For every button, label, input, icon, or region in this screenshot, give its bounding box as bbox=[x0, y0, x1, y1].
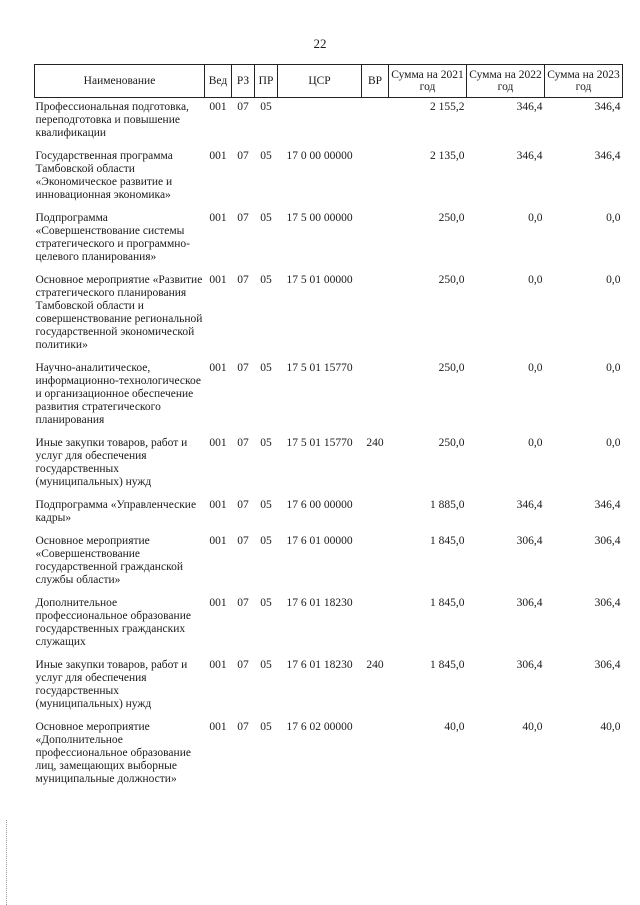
cell-vr bbox=[362, 271, 389, 359]
cell-vr bbox=[362, 147, 389, 209]
cell-name: Иные закупки товаров, работ и услуг для обеспечения государственных (муниципальных) нужд bbox=[35, 437, 188, 488]
cell-csr: 17 6 02 00000 bbox=[286, 721, 353, 733]
cell-vr bbox=[362, 532, 389, 594]
header-sum-2022: Сумма на 2022 год bbox=[467, 65, 545, 98]
cell-sum2022: 0,0 bbox=[528, 362, 543, 374]
cell-sum2021: 2 155,2 bbox=[430, 101, 465, 113]
cell-rz: 07 bbox=[237, 212, 249, 224]
cell-ved: 001 bbox=[209, 597, 227, 609]
cell-rz: 07 bbox=[237, 721, 249, 733]
cell-sum2021: 250,0 bbox=[438, 362, 465, 374]
header-csr: ЦСР bbox=[278, 65, 362, 98]
cell-vr bbox=[362, 594, 389, 656]
cell-ved: 001 bbox=[209, 659, 227, 671]
table-row bbox=[35, 594, 623, 656]
cell-pr: 05 bbox=[260, 499, 272, 511]
header-name: Наименование bbox=[35, 65, 205, 98]
cell-sum2023: 306,4 bbox=[594, 535, 621, 547]
cell-sum2022: 40,0 bbox=[522, 721, 543, 733]
cell-sum2022: 306,4 bbox=[516, 597, 543, 609]
cell-ved: 001 bbox=[209, 721, 227, 733]
cell-sum2022: 0,0 bbox=[528, 437, 543, 449]
cell-ved: 001 bbox=[209, 101, 227, 113]
cell-pr: 05 bbox=[260, 659, 272, 671]
cell-name: Государственная программа Тамбовской области «Экономическое развитие и инновационная экономика» bbox=[35, 150, 173, 201]
cell-vr: 240 bbox=[366, 659, 384, 671]
cell-sum2023: 346,4 bbox=[594, 101, 621, 113]
cell-sum2021: 40,0 bbox=[444, 721, 465, 733]
scan-edge-mark bbox=[6, 820, 8, 905]
cell-csr: 17 5 01 00000 bbox=[286, 274, 353, 286]
budget-table bbox=[34, 64, 623, 793]
table-row bbox=[35, 532, 623, 594]
cell-sum2021: 250,0 bbox=[438, 212, 465, 224]
cell-name: Подпрограмма «Совершенствование системы стратегического и программно-целевого планирования» bbox=[35, 212, 190, 263]
table-row bbox=[35, 434, 623, 496]
cell-vr bbox=[362, 209, 389, 271]
cell-ved: 001 bbox=[209, 437, 227, 449]
cell-rz: 07 bbox=[237, 101, 249, 113]
cell-ved: 001 bbox=[209, 362, 227, 374]
cell-csr: 17 5 01 15770 bbox=[286, 362, 353, 374]
header-sum-2021: Сумма на 2021 год bbox=[389, 65, 467, 98]
header-rz: РЗ bbox=[232, 65, 255, 98]
table-row bbox=[35, 98, 623, 148]
cell-rz: 07 bbox=[237, 274, 249, 286]
cell-name: Подпрограмма «Управленческие кадры» bbox=[35, 499, 197, 524]
cell-sum2022: 346,4 bbox=[516, 150, 543, 162]
cell-sum2022: 0,0 bbox=[528, 212, 543, 224]
cell-csr: 17 6 01 18230 bbox=[286, 597, 353, 609]
cell-rz: 07 bbox=[237, 659, 249, 671]
cell-rz: 07 bbox=[237, 362, 249, 374]
cell-ved: 001 bbox=[209, 499, 227, 511]
cell-sum2021: 1 845,0 bbox=[430, 535, 465, 547]
table-row bbox=[35, 359, 623, 434]
cell-pr: 05 bbox=[260, 362, 272, 374]
cell-sum2021: 1 845,0 bbox=[430, 597, 465, 609]
table-body bbox=[35, 98, 623, 794]
cell-sum2023: 346,4 bbox=[594, 499, 621, 511]
cell-csr: 17 5 01 15770 bbox=[286, 437, 353, 449]
cell-name: Иные закупки товаров, работ и услуг для обеспечения государственных (муниципальных) нужд bbox=[35, 659, 188, 710]
cell-sum2022: 0,0 bbox=[528, 274, 543, 286]
table-row bbox=[35, 209, 623, 271]
cell-pr: 05 bbox=[260, 150, 272, 162]
cell-sum2023: 40,0 bbox=[600, 721, 621, 733]
cell-sum2023: 0,0 bbox=[606, 274, 621, 286]
cell-sum2023: 0,0 bbox=[606, 362, 621, 374]
cell-sum2021: 250,0 bbox=[438, 274, 465, 286]
header-sum-2023: Сумма на 2023 год bbox=[545, 65, 623, 98]
table-header-row bbox=[35, 65, 623, 98]
cell-ved: 001 bbox=[209, 535, 227, 547]
header-ved: Вед bbox=[205, 65, 232, 98]
cell-csr: 17 0 00 00000 bbox=[286, 150, 353, 162]
cell-vr bbox=[362, 718, 389, 793]
cell-rz: 07 bbox=[237, 150, 249, 162]
cell-rz: 07 bbox=[237, 437, 249, 449]
cell-csr: 17 5 00 00000 bbox=[286, 212, 353, 224]
header-vr: ВР bbox=[362, 65, 389, 98]
cell-pr: 05 bbox=[260, 274, 272, 286]
cell-name: Научно-аналитическое, информационно-технологическое и организационное обеспечение развития стратегического планирования bbox=[35, 362, 201, 426]
cell-rz: 07 bbox=[237, 597, 249, 609]
cell-sum2021: 1 885,0 bbox=[430, 499, 465, 511]
cell-sum2023: 346,4 bbox=[594, 150, 621, 162]
table-row bbox=[35, 496, 623, 532]
cell-ved: 001 bbox=[209, 212, 227, 224]
table-row bbox=[35, 656, 623, 718]
table-row bbox=[35, 147, 623, 209]
cell-sum2022: 306,4 bbox=[516, 659, 543, 671]
cell-pr: 05 bbox=[260, 535, 272, 547]
cell-sum2023: 0,0 bbox=[606, 212, 621, 224]
cell-sum2022: 346,4 bbox=[516, 499, 543, 511]
cell-ved: 001 bbox=[209, 150, 227, 162]
cell-name: Основное мероприятие «Дополнительное профессиональное образование лиц, замещающих выборные муниципальные должности» bbox=[35, 721, 191, 785]
cell-sum2023: 306,4 bbox=[594, 597, 621, 609]
cell-sum2023: 306,4 bbox=[594, 659, 621, 671]
cell-name: Основное мероприятие «Совершенствование государственной гражданской службы области» bbox=[35, 535, 183, 586]
cell-sum2022: 346,4 bbox=[516, 101, 543, 113]
cell-pr: 05 bbox=[260, 721, 272, 733]
header-pr: ПР bbox=[255, 65, 278, 98]
cell-csr: 17 6 01 18230 bbox=[286, 659, 353, 671]
cell-pr: 05 bbox=[260, 212, 272, 224]
cell-pr: 05 bbox=[260, 101, 272, 113]
cell-csr bbox=[278, 98, 362, 148]
cell-name: Профессиональная подготовка, переподготовка и повышение квалификации bbox=[35, 101, 189, 139]
cell-vr: 240 bbox=[366, 437, 384, 449]
cell-ved: 001 bbox=[209, 274, 227, 286]
cell-vr bbox=[362, 359, 389, 434]
page-number: 22 bbox=[313, 36, 327, 51]
cell-sum2022: 306,4 bbox=[516, 535, 543, 547]
cell-csr: 17 6 00 00000 bbox=[286, 499, 353, 511]
cell-sum2023: 0,0 bbox=[606, 437, 621, 449]
cell-sum2021: 1 845,0 bbox=[430, 659, 465, 671]
cell-rz: 07 bbox=[237, 535, 249, 547]
cell-pr: 05 bbox=[260, 437, 272, 449]
cell-sum2021: 250,0 bbox=[438, 437, 465, 449]
cell-csr: 17 6 01 00000 bbox=[286, 535, 353, 547]
cell-vr bbox=[362, 496, 389, 532]
cell-rz: 07 bbox=[237, 499, 249, 511]
table-row bbox=[35, 718, 623, 793]
cell-pr: 05 bbox=[260, 597, 272, 609]
table-row bbox=[35, 271, 623, 359]
cell-sum2021: 2 135,0 bbox=[430, 150, 465, 162]
cell-vr bbox=[362, 98, 389, 148]
cell-name: Основное мероприятие «Развитие стратегического планирования Тамбовской области и совершенствование региональной государственной экономической политики» bbox=[35, 274, 203, 351]
cell-name: Дополнительное профессиональное образование государственных гражданских служащих bbox=[35, 597, 191, 648]
